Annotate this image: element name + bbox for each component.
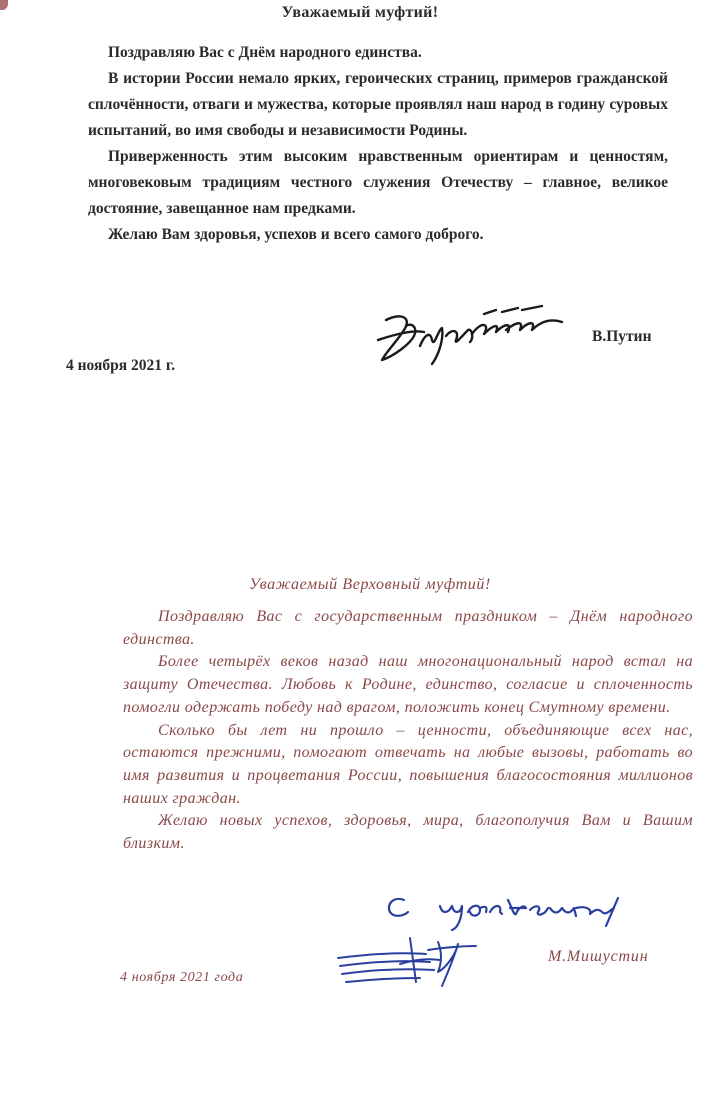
letter2-paragraph: Поздравляю Вас с государственным праздником – Днём народного единства. (123, 608, 693, 648)
letter1-paragraph: В истории России немало ярких, героических страниц, примеров гражданской сплочённости, отваги и мужества, которые проявлял наш народ в годину суровых испытаний, во имя свободы и независимости Родины. (88, 70, 668, 139)
letter1-paragraph: Поздравляю Вас с Днём народного единства. (108, 44, 422, 61)
mishustin-signature-icon (330, 924, 480, 992)
letter2-body (123, 606, 693, 856)
letter2-greeting: Уважаемый Верховный муфтий! (249, 576, 491, 593)
letter2-paragraph: Более четырёх веков назад наш многонациональный народ встал на защиту Отечества. Любовь к Родине, единство, согласие и сплоченность помогли одержать победу над врагом, положить конец Смутному времени. (123, 653, 693, 716)
letter1-greeting: Уважаемый муфтий! (281, 4, 439, 21)
putin-signature-icon (372, 300, 572, 372)
letter2-signer: М.Мишустин (548, 948, 649, 965)
letter1-date: 4 ноября 2021 г. (66, 357, 176, 374)
letter1-body (88, 40, 668, 248)
letter-putin (0, 0, 720, 470)
letter2-paragraph: Желаю новых успехов, здоровья, мира, благополучия Вам и Вашим близким. (123, 812, 693, 853)
letter2-paragraph: Сколько бы лет ни прошло – ценности, объединяющие всех нас, остаются прежними, помогают отвечать на любые вызовы, работать во имя развития и процветания России, повышения благосостояния миллионов наших граждан. (123, 721, 693, 807)
letter2-date: 4 ноября 2021 года (120, 970, 244, 985)
letter1-paragraph: Приверженность этим высоким нравственным ориентирам и ценностям, многовековым традициям честного служения Отечеству – главное, великое достояние, завещанное нам предками. (88, 148, 668, 217)
letter1-signer: В.Путин (592, 328, 652, 345)
letter-mishustin (0, 560, 720, 1100)
letter1-paragraph: Желаю Вам здоровья, успехов и всего самого доброго. (108, 226, 484, 243)
